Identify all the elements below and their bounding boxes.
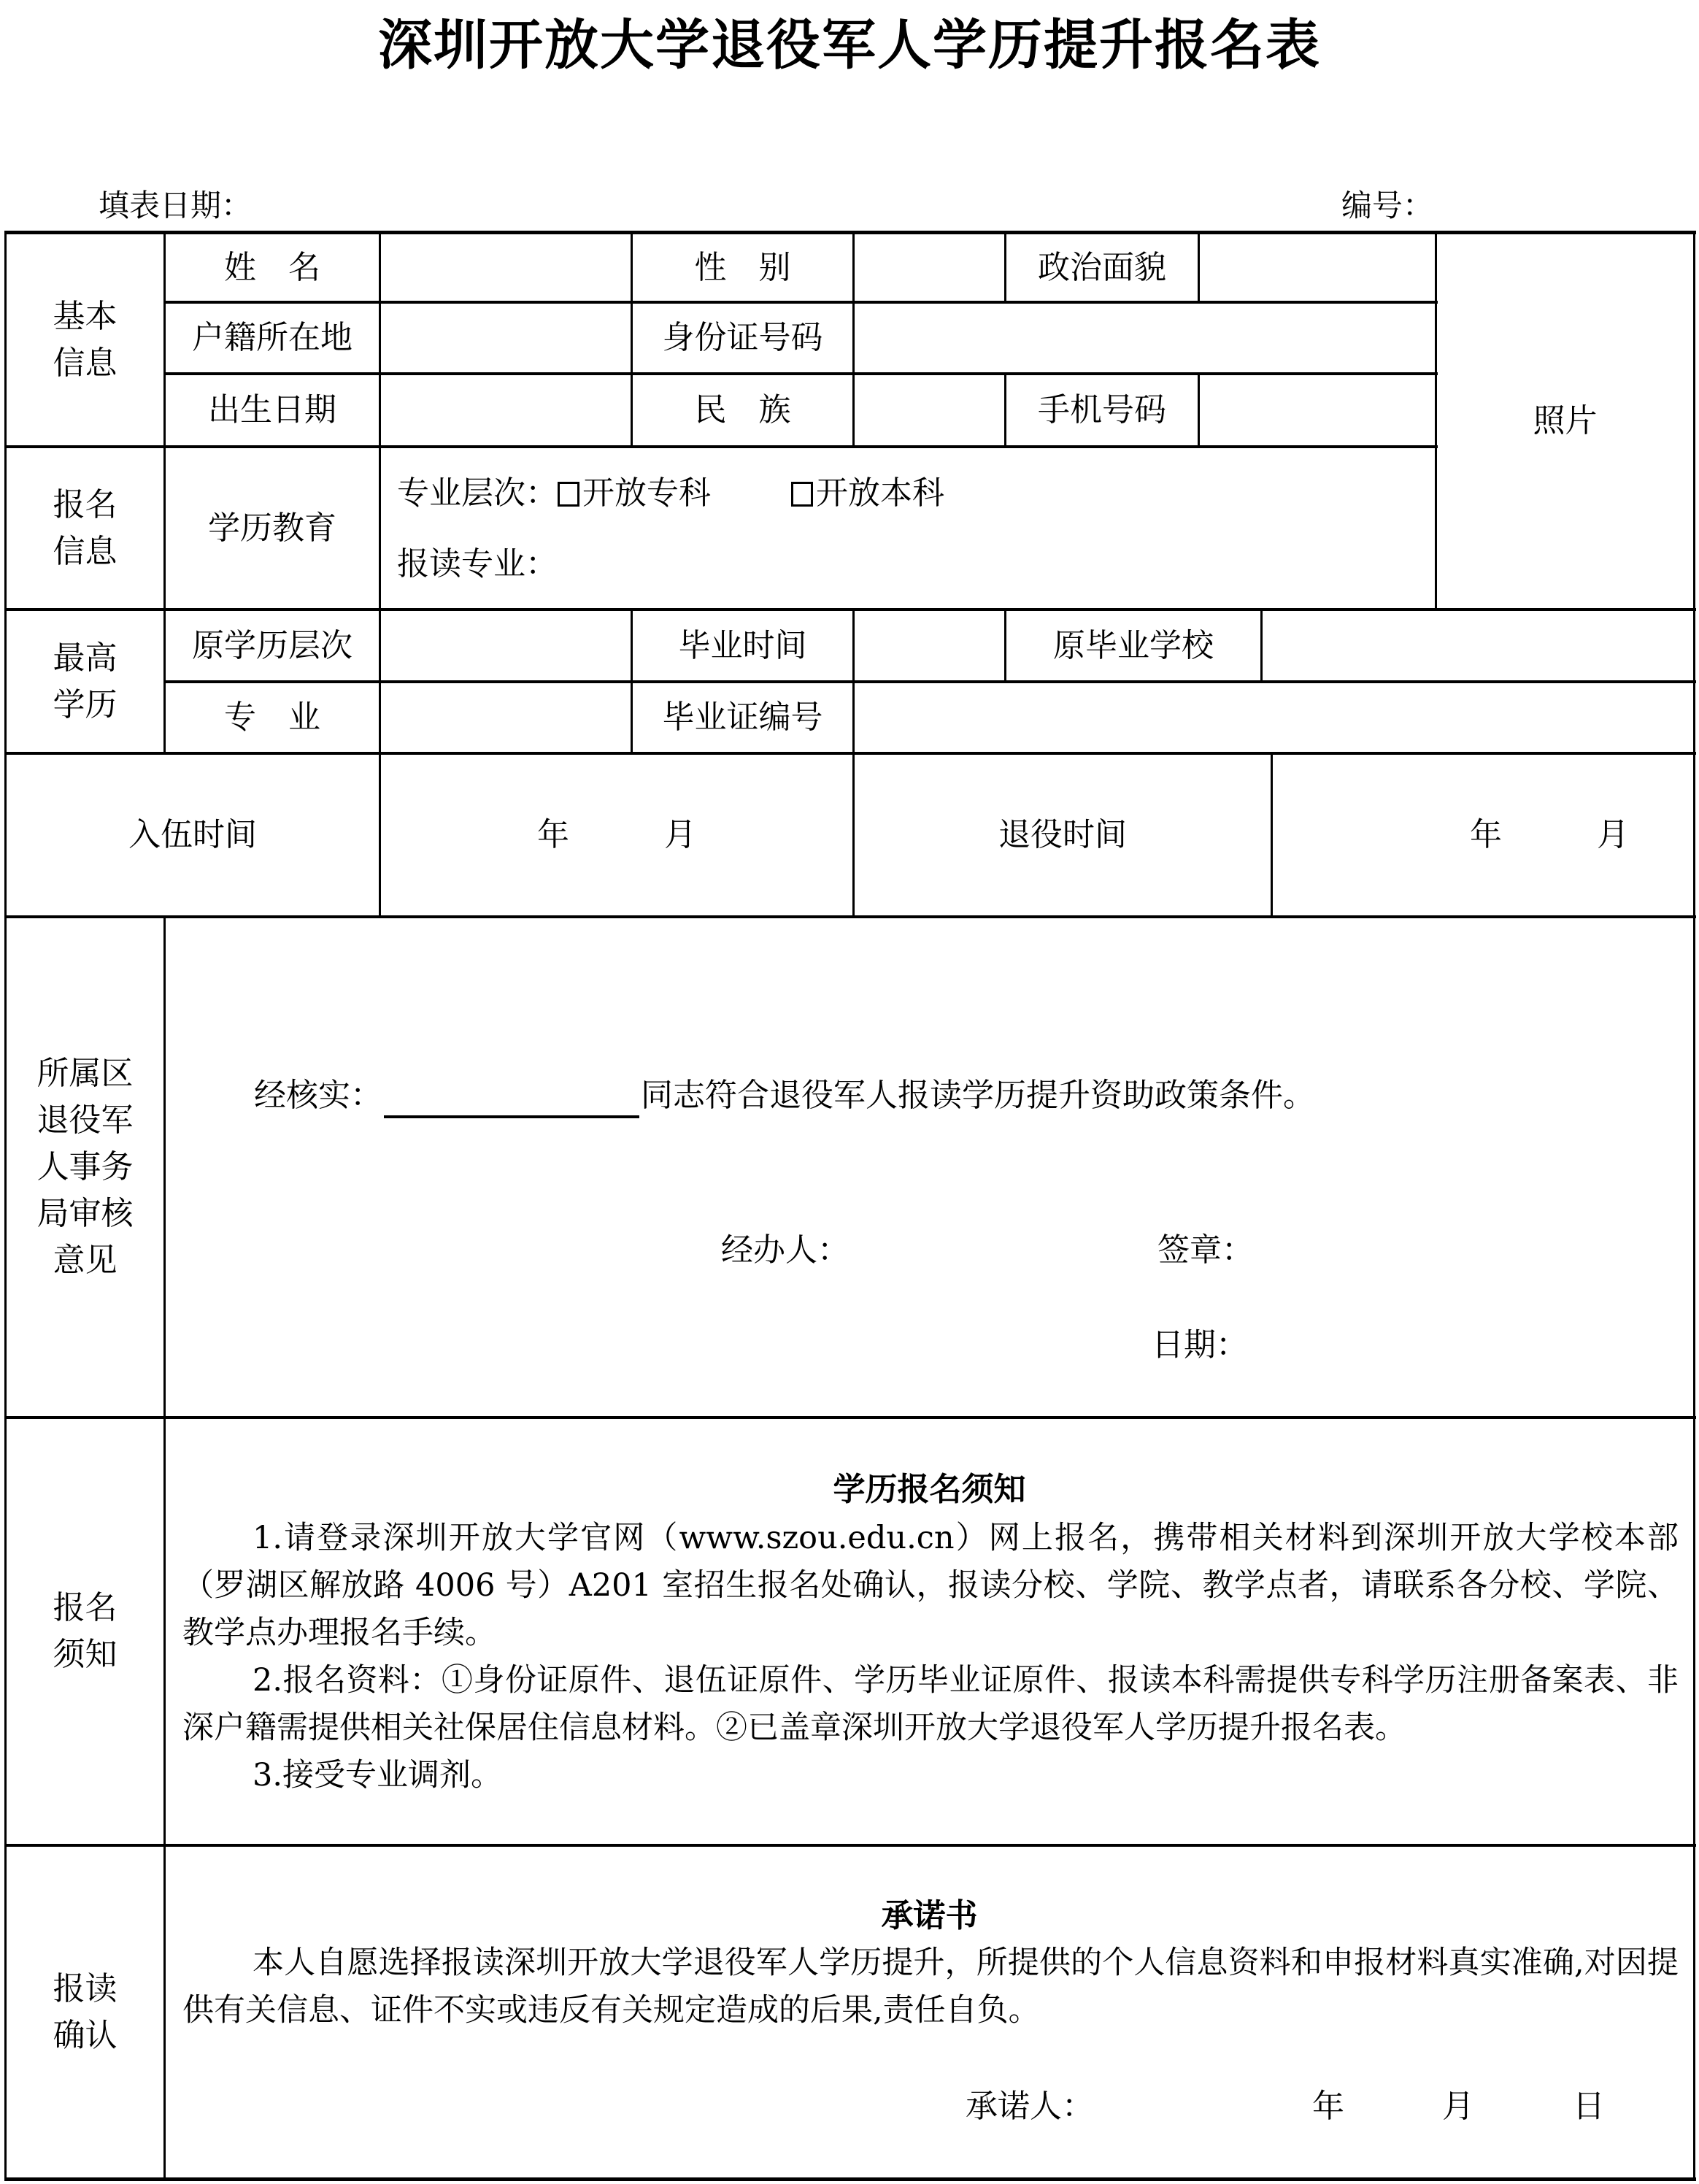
seal-label: 签章： [1157,1231,1254,1269]
discharge-year-unit: 年 [1470,816,1502,853]
level-option-junior-college[interactable]: 开放专科 [558,474,711,512]
previous-major-field[interactable] [381,683,631,752]
notice-item: 2.报名资料：①身份证原件、退伍证原件、学历毕业证原件、报读本科需提供专科学历注册备案表、非深户籍需提供相关社保居住信息材料。②已盖章深圳开放大学退役军人学历提升报名表。 [182,1662,1679,1746]
form-title: 深圳开放大学退役军人学历提升报名表 [378,14,1321,77]
fill-date-field[interactable] [263,184,993,228]
enlistment-time-label: 入伍时间 [128,816,257,853]
diploma-number-label: 毕业证编号 [662,699,823,736]
notice-item: 1.请登录深圳开放大学官网（www.szou.edu.cn）网上报名，携带相关材料到深圳开放大学校本部（罗湖区解放路 4006 号）A201 室招生报名处确认，报读分校、学院、教学点者，请联系各分校、学院、教学点办理报名手续。 [182,1520,1679,1651]
handler-label: 经办人： [721,1231,850,1269]
checkbox-icon[interactable] [791,482,813,507]
photo-label: 照片 [1533,402,1598,439]
row-line [4,1416,1696,1419]
promisor-signature-field[interactable] [1095,2084,1299,2129]
row-line [4,1844,1696,1847]
major-label: 报读专业： [397,545,558,582]
notice-item: 3.接受专业调剂。 [253,1757,503,1793]
diploma-number-field[interactable] [855,683,1693,752]
birth-date-label: 出生日期 [208,391,336,428]
verified-name-field[interactable] [384,1080,639,1118]
gender-field[interactable] [855,234,1004,301]
id-number-field[interactable] [855,304,1435,372]
previous-school-label: 原毕业学校 [1053,626,1214,664]
ethnicity-field[interactable] [855,375,1004,445]
fill-date-label: 填表日期： [99,188,253,223]
ethnicity-label: 民 族 [694,391,791,428]
col-line [379,445,381,610]
id-number-label: 身份证号码 [662,319,823,356]
checkbox-icon[interactable] [558,482,579,507]
pledge-heading: 承诺书 [881,1897,978,1934]
previous-level-label: 原学历层次 [192,626,352,664]
verified-statement [254,1073,1315,1118]
table-border-bottom [4,2177,1696,2181]
previous-school-field[interactable] [1263,611,1693,680]
handler-field[interactable] [847,1228,1124,1273]
row-line [4,915,1696,918]
political-status-label: 政治面貌 [1038,248,1166,286]
discharge-time-field[interactable] [1273,755,1693,915]
basic-info-section-label: 基本信息 [53,297,117,382]
seal-field[interactable] [1248,1228,1657,1273]
serial-number-label: 编号： [1341,188,1434,223]
pledge-day-unit: 日 [1573,2088,1605,2125]
discharge-month-unit: 月 [1597,816,1629,853]
graduation-time-label: 毕业时间 [678,626,807,664]
household-registration-field[interactable] [381,304,631,372]
review-date-field[interactable] [1248,1323,1657,1368]
verified-prefix: 经核实： [254,1077,382,1114]
discharge-time-label: 退役时间 [998,816,1127,853]
pledge-month-unit: 月 [1442,2088,1474,2125]
table-border-right [1693,231,1695,2181]
birth-date-field[interactable] [381,375,631,445]
previous-major-label: 专 业 [224,699,320,736]
col-line [163,915,166,2180]
mobile-field[interactable] [1200,375,1435,445]
household-registration-label: 户籍所在地 [192,319,352,356]
previous-level-field[interactable] [381,611,631,680]
gender-label: 性 别 [694,248,791,286]
notice-heading: 学历报名须知 [833,1471,1026,1508]
political-status-field[interactable] [1200,234,1435,301]
education-type-label: 学历教育 [208,509,336,547]
verified-suffix: 同志符合退役军人报读学历提升资助政策条件。 [641,1077,1315,1114]
pledge-statement: 本人自愿选择报读深圳开放大学退役军人学历提升，所提供的个人信息资料和申报材料真实准确,对因提供有关信息、证件不实或违反有关规定造成的后果,责任自负。 [182,1945,1679,2029]
level-row [397,471,944,516]
review-section-label: 所属区 退役军 人事务 局审核 意见 [36,1055,134,1279]
notice-list [182,1515,1679,1799]
name-field[interactable] [381,234,631,301]
enlistment-year-unit: 年 [537,816,569,853]
serial-number-field[interactable] [1434,184,1682,228]
pledge-year-unit: 年 [1312,2088,1344,2125]
promisor-label: 承诺人： [966,2088,1094,2125]
enlistment-month-unit: 月 [664,816,696,853]
photo-box[interactable] [1437,234,1693,608]
mobile-label: 手机号码 [1038,391,1166,428]
highest-education-section-label: 最高学历 [53,639,117,723]
major-field[interactable] [555,542,1423,587]
enlistment-time-field[interactable] [381,755,852,915]
review-date-label: 日期： [1152,1326,1248,1364]
graduation-time-field[interactable] [855,611,1004,680]
notice-section-label: 报名须知 [53,1589,117,1673]
name-label: 姓 名 [224,248,320,286]
enrollment-info-section-label: 报名信息 [53,485,117,570]
level-label: 专业层次： [397,474,558,512]
level-option-bachelor[interactable]: 开放本科 [791,474,944,512]
confirmation-section-label: 报读确认 [53,1970,117,2054]
